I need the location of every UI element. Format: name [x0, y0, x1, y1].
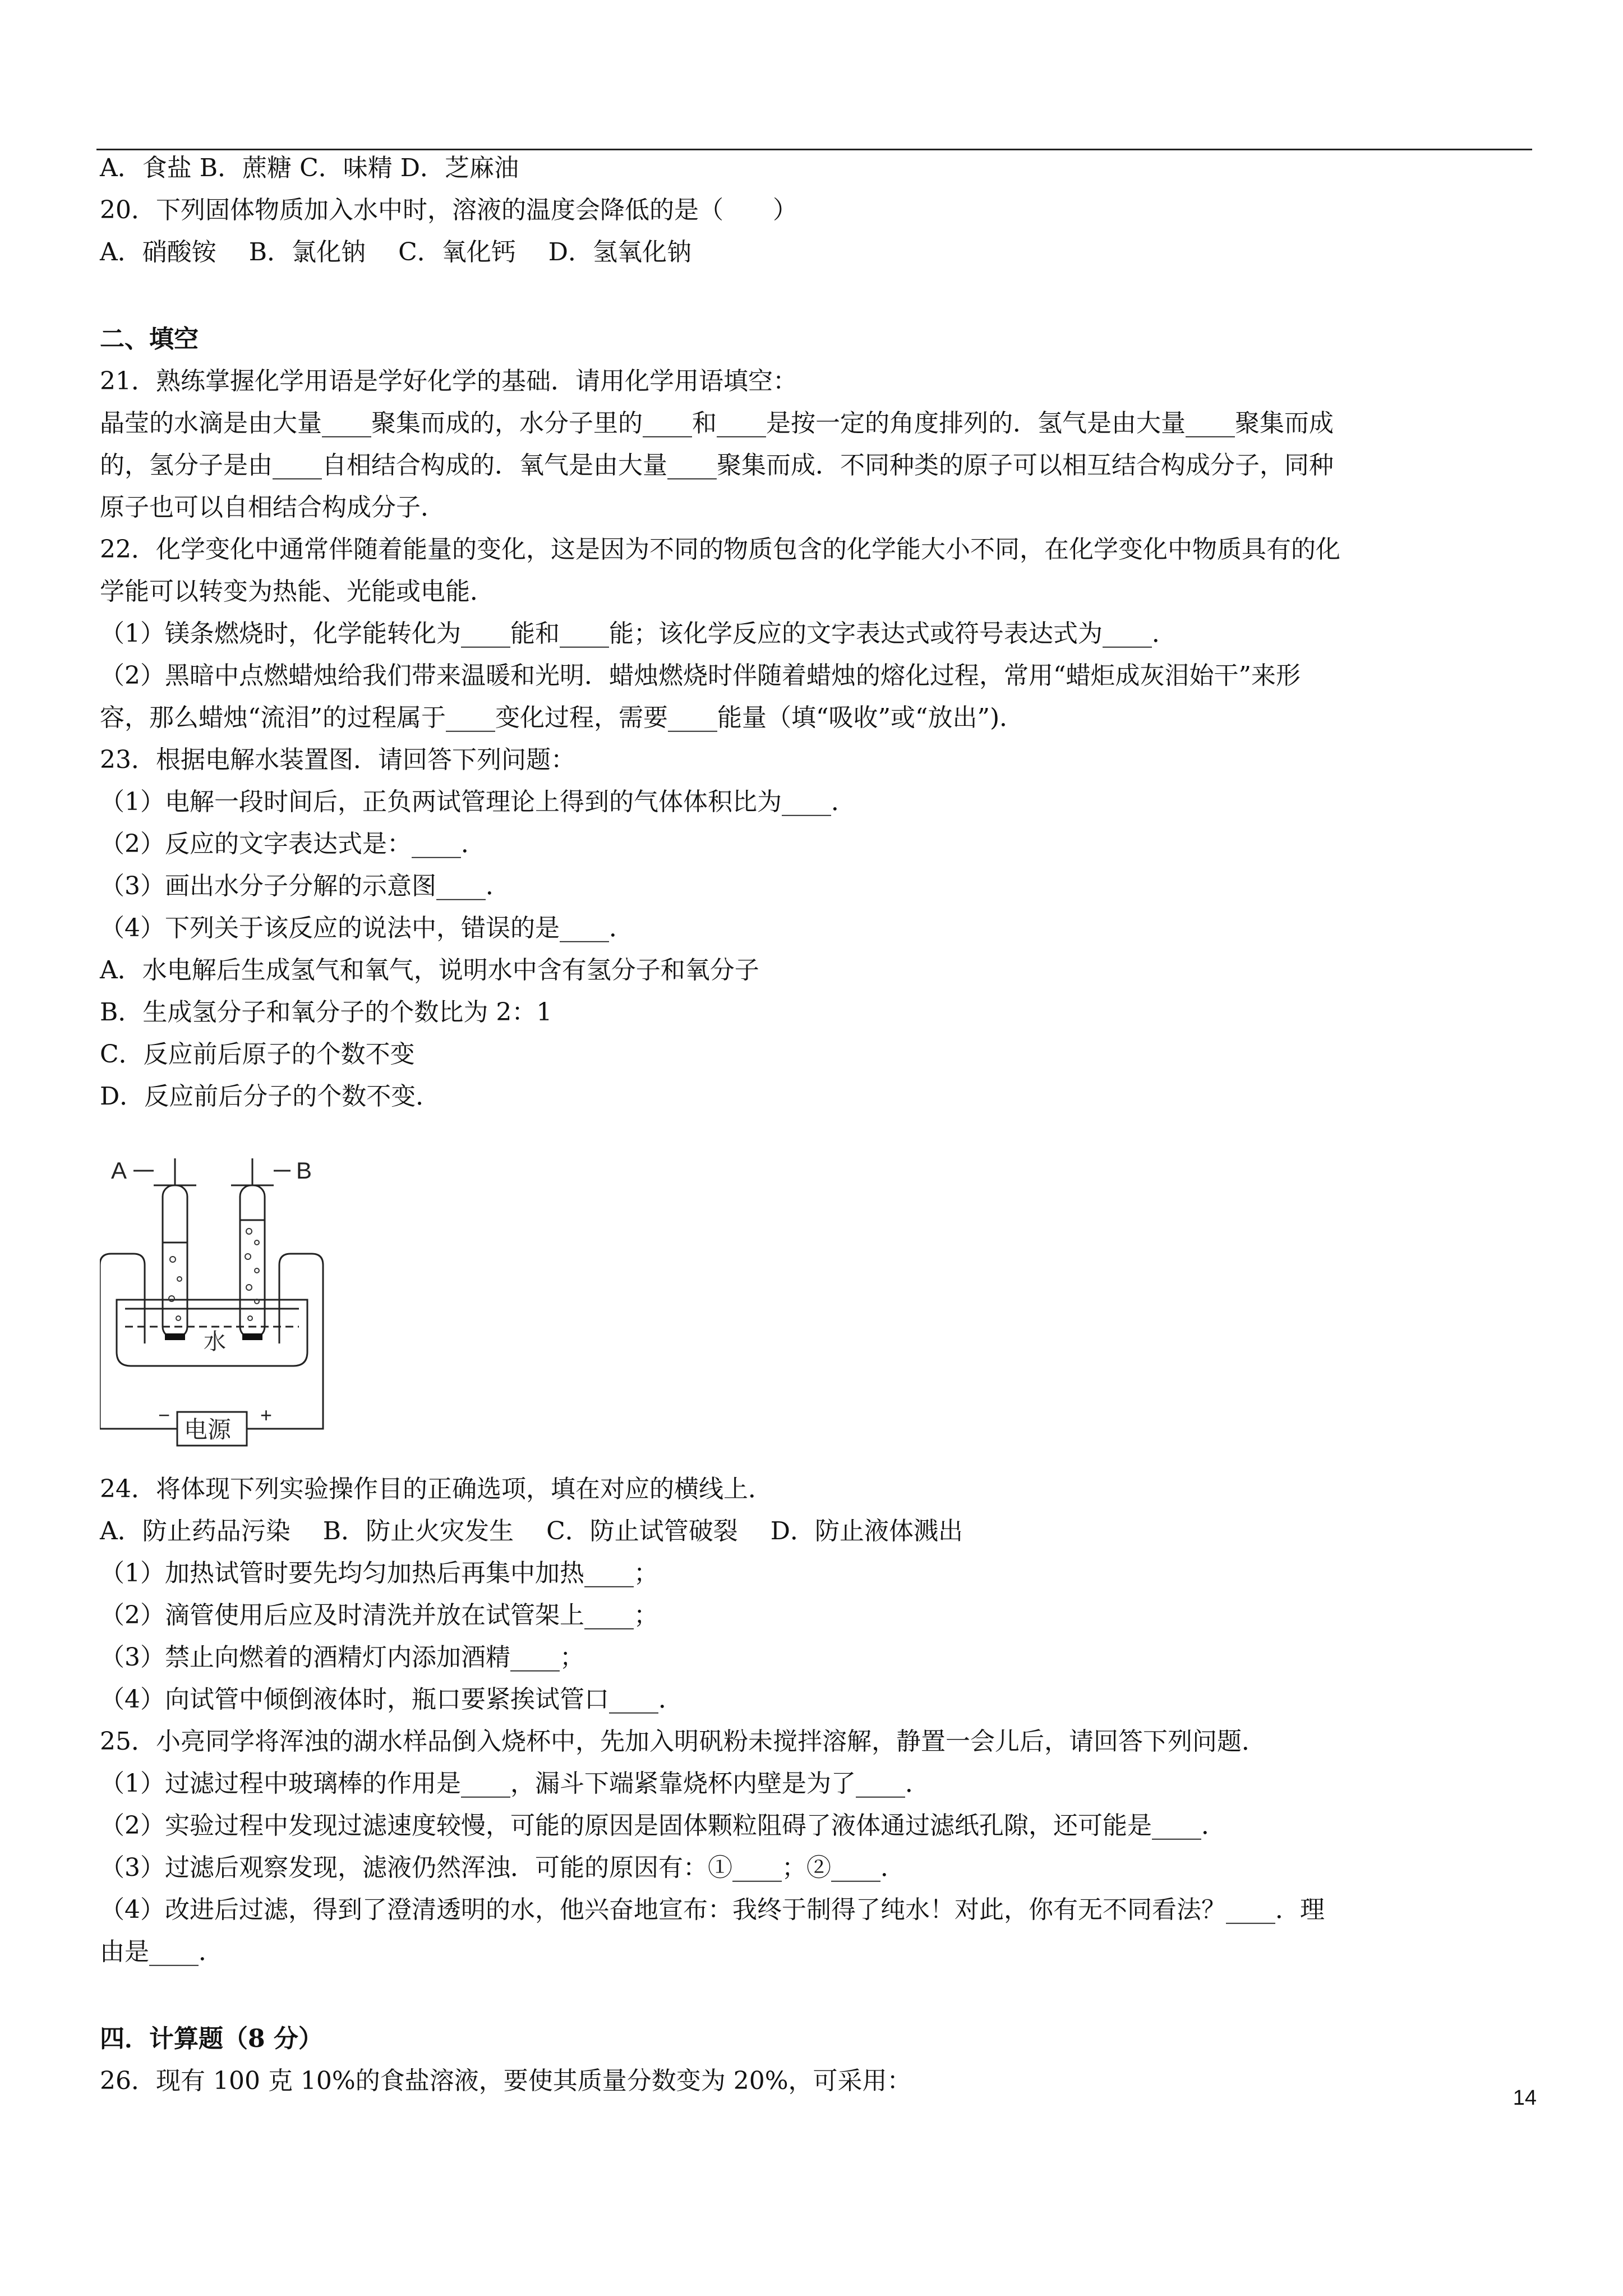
- q26-stem: 26．现有 100 克 10%的食盐溶液，要使其质量分数变为 20%，可采用：: [100, 2067, 912, 2095]
- water-label: 水: [204, 1329, 226, 1355]
- q20-options: A．硝酸铵 B．氯化钠 C．氧化钙 D．氢氧化钠: [100, 238, 692, 266]
- q22-part-1: （1）镁条燃烧时，化学能转化为____能和____能；该化学反应的文字表达式或符号表达式为____．: [100, 619, 1177, 648]
- label-b: B: [296, 1158, 312, 1184]
- page-number: 14: [1513, 2086, 1537, 2110]
- minus-sign: −: [158, 1404, 170, 1427]
- q21-text-line-1: 晶莹的水滴是由大量____聚集而成的，水分子里的____和____是按一定的角度排列的．氢气是由大量____聚集而成: [100, 409, 1334, 438]
- q22-stem-line-1: 22．化学变化中通常伴随着能量的变化，这是因为不同的物质包含的化学能大小不同，在化学变化中物质具有的化: [100, 535, 1340, 564]
- section-heading-calculation: 四．计算题（8 分）: [100, 2024, 323, 2053]
- electrolysis-apparatus-figure: [100, 1158, 358, 1450]
- q25-stem: 25．小亮同学将浑浊的湖水样品倒入烧杯中，先加入明矾粉未搅拌溶解，静置一会儿后，请回答下列问题．: [100, 1727, 1266, 1756]
- q21-text-line-3: 原子也可以自相结合构成分子．: [100, 493, 445, 522]
- q25-part-2: （2）实验过程中发现过滤速度较慢，可能的原因是固体颗粒阻碍了液体通过滤纸孔隙，还可能是____．: [100, 1811, 1226, 1840]
- q23-part-2: （2）反应的文字表达式是：____．: [100, 830, 486, 858]
- q25-part-4-line-2: 由是____．: [100, 1938, 223, 1966]
- q25-part-1: （1）过滤过程中玻璃棒的作用是____，漏斗下端紧靠烧杯内壁是为了____．: [100, 1769, 930, 1798]
- section-heading-fill-blank: 二、填空: [100, 325, 199, 353]
- q22-part-2-line-1: （2）黑暗中点燃蜡烛给我们带来温暖和光明．蜡烛燃烧时伴随着蜡烛的熔化过程，常用“蜡炬成灰泪始干”来形: [100, 661, 1301, 690]
- q19-options: A．食盐 B．蔗糖 C．味精 D．芝麻油: [100, 154, 519, 182]
- q24-part-1: （1）加热试管时要先均匀加热后再集中加热____；: [100, 1559, 658, 1588]
- label-a: A: [111, 1158, 127, 1184]
- q24-stem: 24．将体现下列实验操作目的正确选项，填在对应的横线上．: [100, 1475, 773, 1503]
- q25-part-4-line-1: （4）改进后过滤，得到了澄清透明的水，他兴奋地宣布：我终于制得了纯水！对此，你有无不同看法？____．理: [100, 1895, 1325, 1924]
- test-tube-b: [240, 1185, 265, 1338]
- q22-part-2-line-2: 容，那么蜡烛“流泪”的过程属于____变化过程，需要____能量（填“吸收”或“放出”)．: [100, 703, 1025, 732]
- electrode-a: [165, 1333, 185, 1340]
- q23-stem: 23．根据电解水装置图．请回答下列问题：: [100, 746, 575, 774]
- q24-options: A．防止药品污染 B．防止火灾发生 C．防止试管破裂 D．防止液体溅出: [100, 1517, 963, 1545]
- electrolysis-diagram: [100, 1158, 358, 1450]
- q23-part-4: （4）下列关于该反应的说法中，错误的是____．: [100, 914, 634, 942]
- q23-option-b: B．生成氢分子和氧分子的个数比为 2：1: [100, 998, 552, 1027]
- top-rule: [96, 149, 1532, 150]
- q21-stem: 21．熟练掌握化学用语是学好化学的基础．请用化学用语填空：: [100, 367, 797, 395]
- electrode-b: [242, 1333, 262, 1340]
- q23-option-d: D．反应前后分子的个数不变．: [100, 1082, 441, 1111]
- q25-part-3: （3）过滤后观察发现，滤液仍然浑浊．可能的原因有：①____；②____．: [100, 1853, 905, 1882]
- q24-part-2: （2）滴管使用后应及时清洗并放在试管架上____；: [100, 1601, 658, 1630]
- q24-part-4: （4）向试管中倾倒液体时，瓶口要紧挨试管口____．: [100, 1685, 683, 1714]
- q23-part-3: （3）画出水分子分解的示意图____．: [100, 872, 510, 900]
- q23-part-1: （1）电解一段时间后，正负两试管理论上得到的气体体积比为____．: [100, 788, 856, 816]
- q20-stem: 20．下列固体物质加入水中时，溶液的温度会降低的是（ ）: [100, 196, 797, 224]
- q22-stem-line-2: 学能可以转变为热能、光能或电能．: [100, 577, 495, 606]
- power-label: 电源: [184, 1416, 232, 1443]
- q21-text-line-2: 的，氢分子是由____自相结合构成的．氧气是由大量____聚集而成．不同种类的原子可以相互结合构成分子，同种: [100, 451, 1334, 480]
- plus-sign: +: [260, 1404, 273, 1427]
- q23-option-c: C．反应前后原子的个数不变: [100, 1040, 415, 1069]
- q24-part-3: （3）禁止向燃着的酒精灯内添加酒精____；: [100, 1643, 584, 1672]
- q23-option-a: A．水电解后生成氢气和氧气，说明水中含有氢分子和氧分子: [100, 956, 759, 984]
